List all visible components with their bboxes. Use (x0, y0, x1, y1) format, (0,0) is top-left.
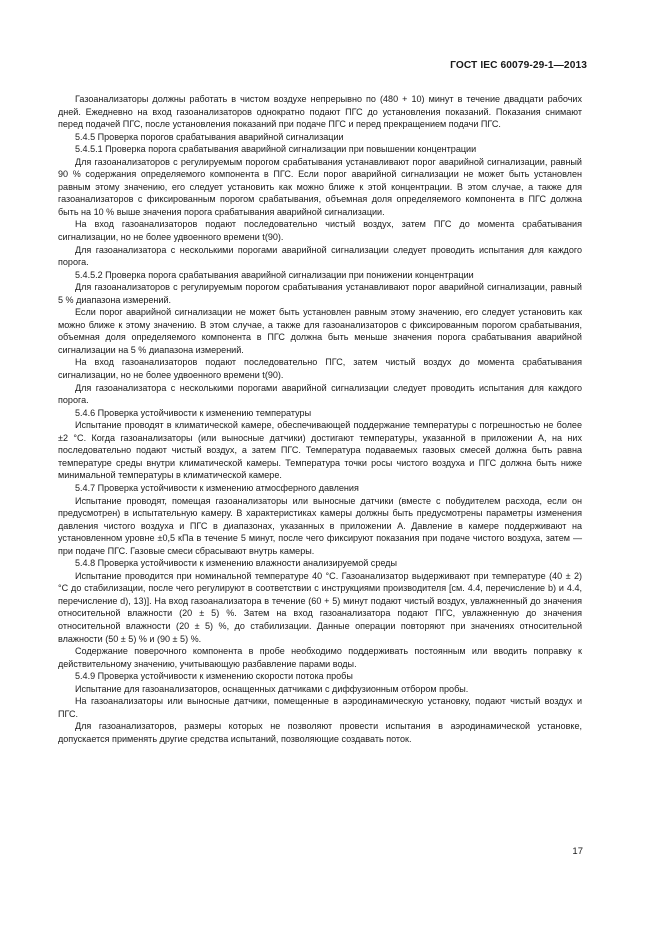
paragraph: Для газоанализатора с несколькими порогами аварийной сигнализации следует проводить испытания для каждого порога. (58, 244, 582, 268)
paragraph: Испытание проводится при номинальной температуре 40 °С. Газоанализатор выдерживают при температуре (40 ± 2) °С до стабилизации, после чего регулируют в соответствии с инструкциями производителя [см. 4.4, перечисление b) и 4.4, перечисление d), 13)]. На вход газоанализатора в течение (60 + 5) минут подают чистый воздух, увлажненный до значения относительной влажности (20 ± 5) %. Затем на вход газоанализатора подают ПГС, увлажненную до значения относительной влажности (20 ± 5) %, до стабилизации. Данные операции повторяют при значениях относительной влажности (50 ± 5) % и (90 ± 5) %. (58, 570, 582, 644)
paragraph: На вход газоанализаторов подают последовательно ПГС, затем чистый воздух до момента срабатывания сигнализации, но не более удвоенного времени t(90). (58, 357, 582, 381)
section-heading-5-4-5-2: 5.4.5.2 Проверка порога срабатывания аварийной сигнализации при понижении концентрации (75, 269, 474, 280)
section-heading-5-4-5: 5.4.5 Проверка порогов срабатывания аварийной сигнализации (75, 131, 344, 142)
section-heading-5-4-9: 5.4.9 Проверка устойчивости к изменению скорости потока пробы (75, 671, 353, 682)
paragraph: Содержание поверочного компонента в пробе необходимо поддерживать постоянным или вводить поправку к действительному значению, учитывающую разбавление парами воды. (58, 646, 582, 669)
paragraph: Испытание проводят в климатической камере, обеспечивающей поддержание температуры с погрешностью не более ±2 °С. Когда газоанализаторы (или выносные датчики) достигают температуры, указанной в приложении А, на них последовательно подают чистый воздух, а затем ПГС. Температура подаваемых газовых смесей должна быть равна температуре среды внутри климатической камеры. Температура точки росы чистого воздуха и ПГС должна быть ниже минимальной температуры в климатической камере. (58, 420, 582, 481)
paragraph: Испытание для газоанализаторов, оснащенных датчиками с диффузионным отбором пробы. (75, 683, 469, 694)
section-heading-5-4-5-1: 5.4.5.1 Проверка порога срабатывания аварийной сигнализации при повышении концентрации (75, 144, 477, 155)
paragraph: Для газоанализатора с несколькими порогами аварийной сигнализации следует проводить испытания для каждого порога. (58, 382, 582, 406)
paragraph: На газоанализаторы или выносные датчики, помещенные в аэродинамическую установку, подают чистый воздух и ПГС. (58, 696, 582, 719)
paragraph: Газоанализаторы должны работать в чистом воздухе непрерывно по (480 + 10) минут в течение двадцати рабочих дней. Ежедневно на вход газоанализаторов однократно подают ПГС до установления показаний. Показания снимают перед подачей ПГС, после установления показаний при подаче ПГС и перед прекращением подачи ПГС. (58, 94, 582, 130)
section-heading-5-4-7: 5.4.7 Проверка устойчивости к изменению атмосферного давления (75, 482, 359, 493)
section-heading-5-4-6: 5.4.6 Проверка устойчивости к изменению температуры (75, 407, 312, 418)
page-number: 17 (572, 846, 583, 857)
paragraph: Если порог аварийной сигнализации не может быть установлен равным этому значению, его следует установить как можно ближе к этому значению. В этом случае, а также для газоанализаторов с фиксированным порогом срабатывания, объемная доля определяемого компонента в ПГС должна быть меньше значения порога срабатывания аварийной сигнализации на 5 % диапазона измерений. (58, 307, 582, 355)
paragraph: На вход газоанализаторов подают последовательно чистый воздух, затем ПГС до момента срабатывания сигнализации, но не более удвоенного времени t(90). (58, 219, 582, 243)
paragraph: Для газоанализаторов, размеры которых не позволяют провести испытания в аэродинамической установке, допускается применять другие средства испытаний, позволяющие создавать поток. (58, 721, 582, 744)
document-header: ГОСТ IEC 60079-29-1—2013 (450, 60, 587, 71)
section-heading-5-4-8: 5.4.8 Проверка устойчивости к изменению влажности анализируемой среды (75, 558, 397, 569)
paragraph: Для газоанализаторов с регулируемым порогом срабатывания устанавливают порог аварийной сигнализации, равный 90 % содержания определяемого компонента в ПГС. Если порог аварийной сигнализации не может быть установлен равным этому значению, его следует установить как можно ближе к этой концентрации. В этом случае, а также для газоанализаторов с фиксированным порогом срабатывания, объемная доля определяемого компонента в ПГС должна быть на 10 % выше значения порога срабатывания аварийной сигнализации. (58, 156, 582, 217)
document-body (58, 93, 582, 745)
paragraph: Испытание проводят, помещая газоанализаторы или выносные датчики (вместе с побудителем расхода, если он предусмотрен) в испытательную камеру. В характеристиках камеры должны быть предусмотрены параметры изменения давления чистого воздуха и ПГС в диапазонах, указанных в приложении А. Давление в камере поддерживают на установленном уровне ±0,5 кПа в течение 5 минут, после чего фиксируют показания при подаче чистого воздуха, затем — при подаче ПГС. Газовые смеси сбрасывают внутрь камеры. (58, 495, 582, 556)
paragraph: Для газоанализаторов с регулируемым порогом срабатывания устанавливают порог аварийной сигнализации, равный 5 % диапазона измерений. (58, 282, 582, 305)
